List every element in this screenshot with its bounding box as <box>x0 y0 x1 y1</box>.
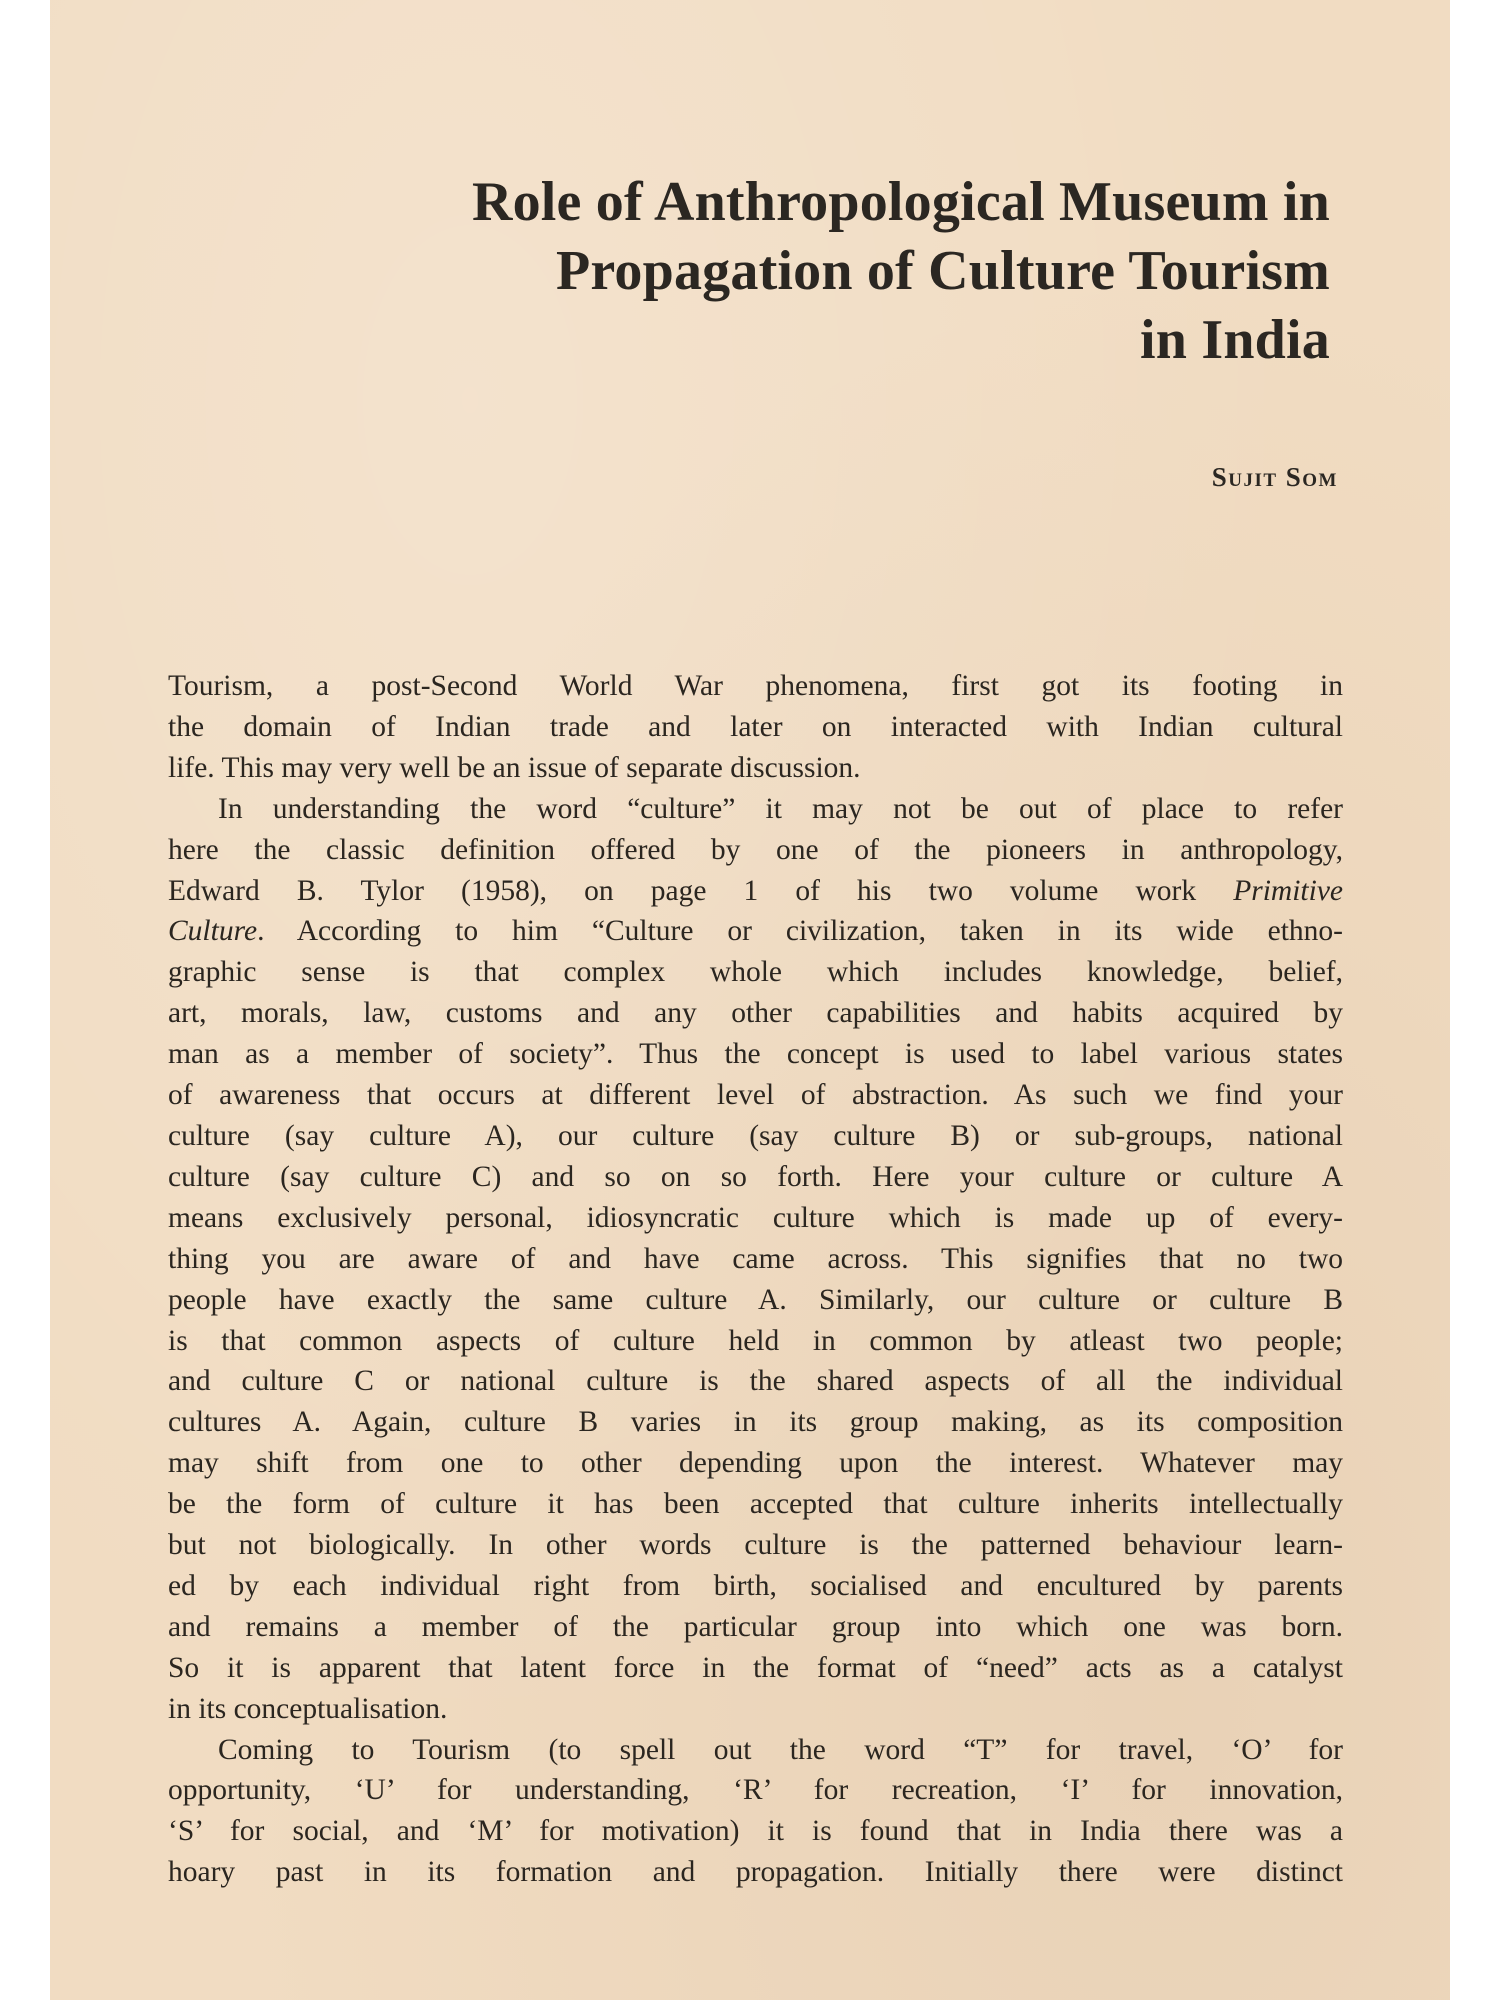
text-line: ed by each individual right from birth, socialised and encultured by parents <box>168 1569 1343 1602</box>
text-line: opportunity, ‘U’ for understanding, ‘R’ for recreation, ‘I’ for innovation, <box>168 1774 1343 1807</box>
italic-work-title: Primitive <box>1233 874 1344 907</box>
text-line: In understanding the word “culture” it may not be out of place to refer <box>218 792 1343 825</box>
document-page <box>50 0 1450 2000</box>
text-line: cultures A. Again, culture B varies in its group making, as its composition <box>168 1406 1343 1439</box>
text-fragment: Edward B. Tylor (1958), on page 1 of his two volume work <box>168 874 1197 907</box>
text-line: art, morals, law, customs and any other capabilities and habits acquired by <box>168 997 1343 1030</box>
title-line: Propagation of Culture Tourism <box>555 240 1330 302</box>
text-line: Coming to Tourism (to spell out the word “T” for travel, ‘O’ for <box>218 1733 1343 1766</box>
text-line: but not biologically. In other words culture is the patterned behaviour learn- <box>168 1529 1343 1562</box>
text-line: means exclusively personal, idiosyncratic culture which is made up of every- <box>168 1201 1343 1234</box>
text-line: people have exactly the same culture A. Similarly, our culture or culture B <box>168 1283 1343 1316</box>
paragraph-1 <box>168 666 1343 789</box>
text-line: ‘S’ for social, and ‘M’ for motivation) it is found that in India there was a <box>168 1815 1343 1848</box>
text-line: life. This may very well be an issue of separate discussion. <box>168 751 861 784</box>
text-line: thing you are aware of and have came across. This signifies that no two <box>168 1242 1343 1275</box>
text-line: So it is apparent that latent force in the format of “need” acts as a catalyst <box>168 1651 1343 1684</box>
text-line: and culture C or national culture is the shared aspects of all the individual <box>168 1365 1343 1398</box>
text-line: and remains a member of the particular group into which one was born. <box>168 1610 1343 1643</box>
article-title <box>230 168 1330 375</box>
italic-work-title-continued: Culture <box>168 915 258 948</box>
text-line: Tourism, a post-Second World War phenomena, first got its footing in <box>168 670 1343 702</box>
text-line: culture (say culture A), our culture (say culture B) or sub-groups, national <box>168 1119 1343 1152</box>
text-line-with-italic <box>168 911 1343 952</box>
text-line: may shift from one to other depending upon the interest. Whatever may <box>168 1447 1343 1480</box>
text-line: culture (say culture C) and so on so forth. Here your culture or culture A <box>168 1160 1343 1193</box>
paragraph-2 <box>168 789 1343 1730</box>
text-line: is that common aspects of culture held in common by atleast two people; <box>168 1324 1343 1357</box>
text-fragment: . According to him “Culture or civilization, taken in its wide ethno- <box>257 915 1343 948</box>
paragraph-3 <box>168 1730 1343 1894</box>
text-line: of awareness that occurs at different level of abstraction. As such we find your <box>168 1079 1343 1112</box>
author-name: Sujit Som <box>1211 462 1338 492</box>
text-line: in its conceptualisation. <box>168 1692 448 1725</box>
text-line: the domain of Indian trade and later on interacted with Indian cultural <box>168 710 1343 743</box>
text-line: here the classic definition offered by one of the pioneers in anthropology, <box>168 833 1343 866</box>
text-line: graphic sense is that complex whole which includes knowledge, belief, <box>168 956 1343 989</box>
text-line: be the form of culture it has been accepted that culture inherits intellectually <box>168 1488 1343 1521</box>
text-line-with-italic <box>168 871 1343 912</box>
text-line: hoary past in its formation and propagation. Initially there were distinct <box>168 1856 1343 1889</box>
title-line: in India <box>1140 309 1330 371</box>
text-line: man as a member of society”. Thus the concept is used to label various states <box>168 1038 1343 1071</box>
article-body <box>168 666 1343 1893</box>
title-line: Role of Anthropological Museum in <box>471 171 1330 233</box>
